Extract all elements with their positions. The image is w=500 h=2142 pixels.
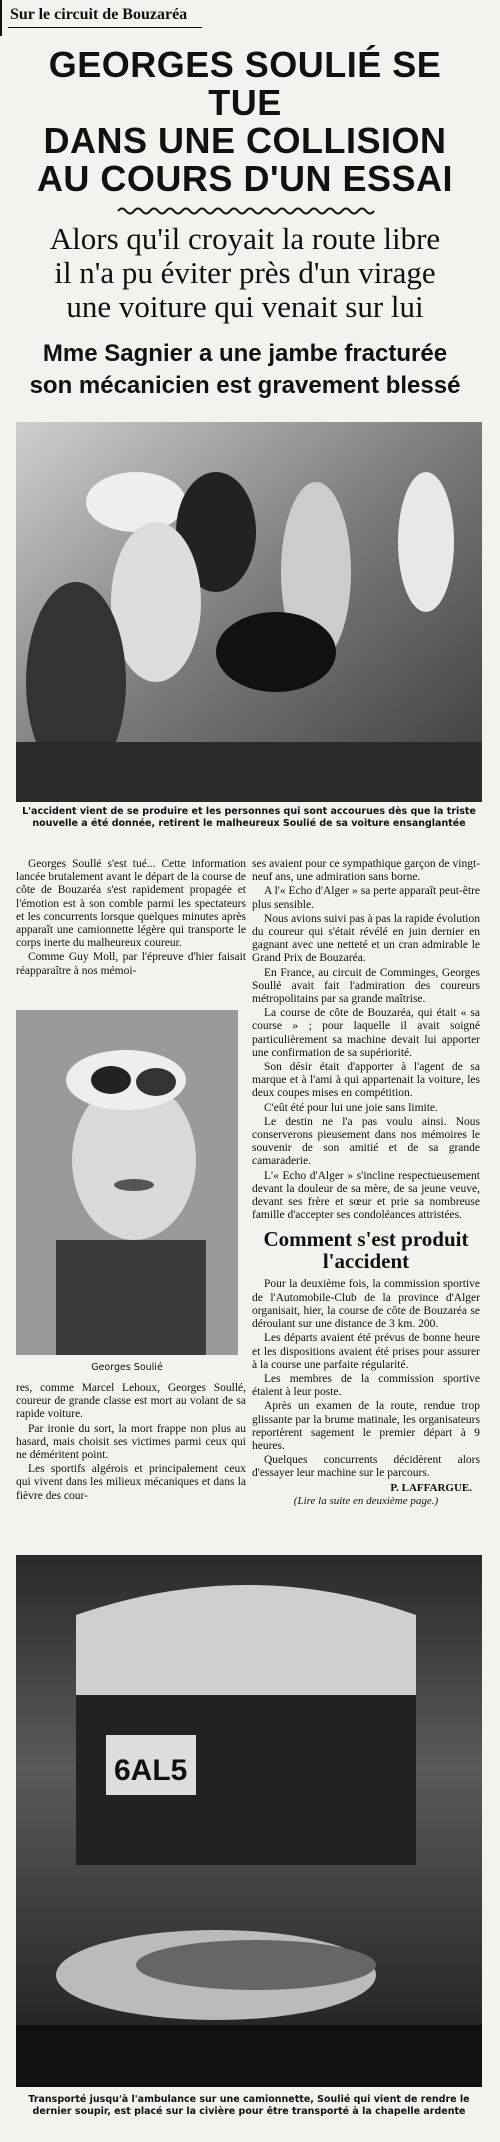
- accident-photo-caption: L'accident vient de se produire et les personnes qui sont accourues dès que la triste nouvelle a été donnée, retirent le malheureux Soulié de sa voiture ensanglantée: [22, 806, 476, 829]
- left-column-bottom: [16, 1382, 246, 1504]
- right-paragraph-8: Le destin ne l'a pas voulu ainsi. Nous conserverons pieusement dans nos mémoires le souvenir de son amitié et de sa grande camaraderie.: [252, 1115, 480, 1168]
- left-paragraph-3: res, comme Marcel Lehoux, Georges Soullé, coureur de grande classe est mort au volant de sa rapide voiture.: [16, 1382, 246, 1421]
- soulie-portrait-image: [16, 1010, 238, 1355]
- right-paragraph-1: ses avaient pour ce sympathique garçon de vingt-neuf ans, une admiration sans borne.: [252, 858, 480, 884]
- soulie-portrait: [16, 1010, 238, 1355]
- right-paragraph-4: En France, au circuit de Comminges, Georges Soullé avait fait l'admiration des coureurs métropolitains par sa grande maîtrise.: [252, 966, 480, 1006]
- ambulance-photo: [16, 1555, 482, 2087]
- deck-line-1: Alors qu'il croyait la route libre: [49, 221, 441, 256]
- subhead-line-1: Comment s'est produit: [263, 1227, 469, 1252]
- right-paragraph-7: C'eût été pour lui une joie sans limite.: [264, 1101, 438, 1114]
- headline-line-3: AU COURS D'UN ESSAI: [36, 158, 454, 199]
- continued-note: (Lire la suite en deuxième page.): [293, 1494, 439, 1507]
- subdeck-line-1: Mme Sagnier a une jambe fracturée: [42, 340, 448, 367]
- right-paragraph-6: Son désir était d'apporter à l'agent de sa marque et à l'ami à qui appartenait la voiture, les deux coupes mises en compétition.: [252, 1061, 480, 1100]
- right-paragraph-9: L'« Echo d'Alger » s'incline respectueusement devant la douleur de sa mère, de sa jeune veuve, devant ses frère et sœur et prie sa nombreuse famille d'accepter ses condoléances attristées.: [252, 1169, 480, 1222]
- portrait-caption: Georges Soulié: [91, 1362, 163, 1373]
- right-paragraph-5: La course de côte de Bouzaréa, qui était « sa course » ; pour laquelle il avait soigné particulièrement sa machine devait lui apporter une confirmation de sa supériorité.: [252, 1007, 480, 1059]
- subhead-line-2: l'accident: [322, 1249, 410, 1274]
- left-paragraph-1: Georges Soullé s'est tué... Cette information lancée brutalement avant le départ de la course de côte de Bouzaréa s'est rapidement propagée et l'émotion est à son comble parmi les spectateurs et les concurrents lorsque quelques minutes après apparaît une camionnette légère qui transporte le corps inerte du malheureux coureur.: [16, 858, 246, 950]
- right-paragraph-12: Les membres de la commission sportive étaient à leur poste.: [252, 1372, 480, 1399]
- subdeck-line-2: son mécanicien est gravement blessé: [29, 372, 461, 399]
- accident-photo-image: [16, 422, 482, 802]
- right-column: [252, 858, 480, 1508]
- left-paragraph-4: Par ironie du sort, la mort frappe non plus au hasard, mais choisit ses victimes parmi ceux qui ne déméritent point.: [16, 1422, 246, 1462]
- kicker: Sur le circuit de Bouzaréa: [8, 4, 202, 28]
- right-paragraph-3: Nous avions suivi pas à pas la rapide évolution du coureur qui s'était révélé en juin dernier en gagnant avec une netteté et un cran admirable le Grand Prix de Bouzaréa.: [252, 912, 480, 965]
- ambulance-photo-image: [16, 1555, 482, 2087]
- subdeck: [8, 338, 482, 402]
- headline-line-1: GEORGES SOULIÉ SE TUE: [48, 44, 442, 123]
- article: [8, 4, 482, 402]
- license-plate-text: 6AL5: [114, 1754, 188, 1787]
- right-paragraph-13: Après un examen de la route, rendue trop glissante par la brume matinale, les organisateurs reportèrent sagement le premier départ à 9 heures.: [252, 1400, 480, 1452]
- wavy-divider: [8, 204, 482, 218]
- ambulance-photo-caption: Transporté jusqu'à l'ambulance sur une camionnette, Soulié qui vient de rendre le dernier soupir, est placé sur la civière pour être transporté à la chapelle ardente: [28, 2094, 470, 2117]
- deck-line-2: il n'a pu éviter près d'un virage: [54, 255, 436, 290]
- left-paragraph-2: Comme Guy Moll, par l'épreuve d'hier faisait réapparaître à nos mémoi-: [16, 951, 246, 977]
- right-paragraph-14: Quelques concurrents décidèrent alors d'essayer leur machine sur le parcours.: [252, 1454, 480, 1480]
- left-column-top: [16, 858, 246, 979]
- headline-line-2: DANS UNE COLLISION: [43, 120, 447, 161]
- section-subhead: [252, 1228, 480, 1272]
- headline: [8, 46, 482, 198]
- right-paragraph-10: Pour la deuxième fois, la commission sportive de l'Automobile-Club de la province d'Alger organisait, hier, la course de côte de Bouzaréa se déroulant sur une distance de 3 km. 200.: [252, 1278, 480, 1331]
- deck-line-3: une voiture qui venait sur lui: [66, 289, 424, 324]
- accident-photo: [16, 422, 482, 802]
- deck: [8, 222, 482, 324]
- left-paragraph-5: Les sportifs algérois et principalement ceux qui vivent dans les milieux mécaniques et dans la fièvre des cour-: [16, 1463, 246, 1502]
- right-paragraph-2: A l'« Echo d'Alger » sa perte apparaît peut-être plus sensible.: [252, 885, 480, 911]
- right-paragraph-11: Les départs avaient été prévus de bonne heure et les dispositions avaient été prises pour assurer à la course une parfaite régularité.: [252, 1332, 480, 1371]
- left-rule: [0, 0, 2, 36]
- author-signature: P. LAFFARGUE.: [390, 1481, 472, 1494]
